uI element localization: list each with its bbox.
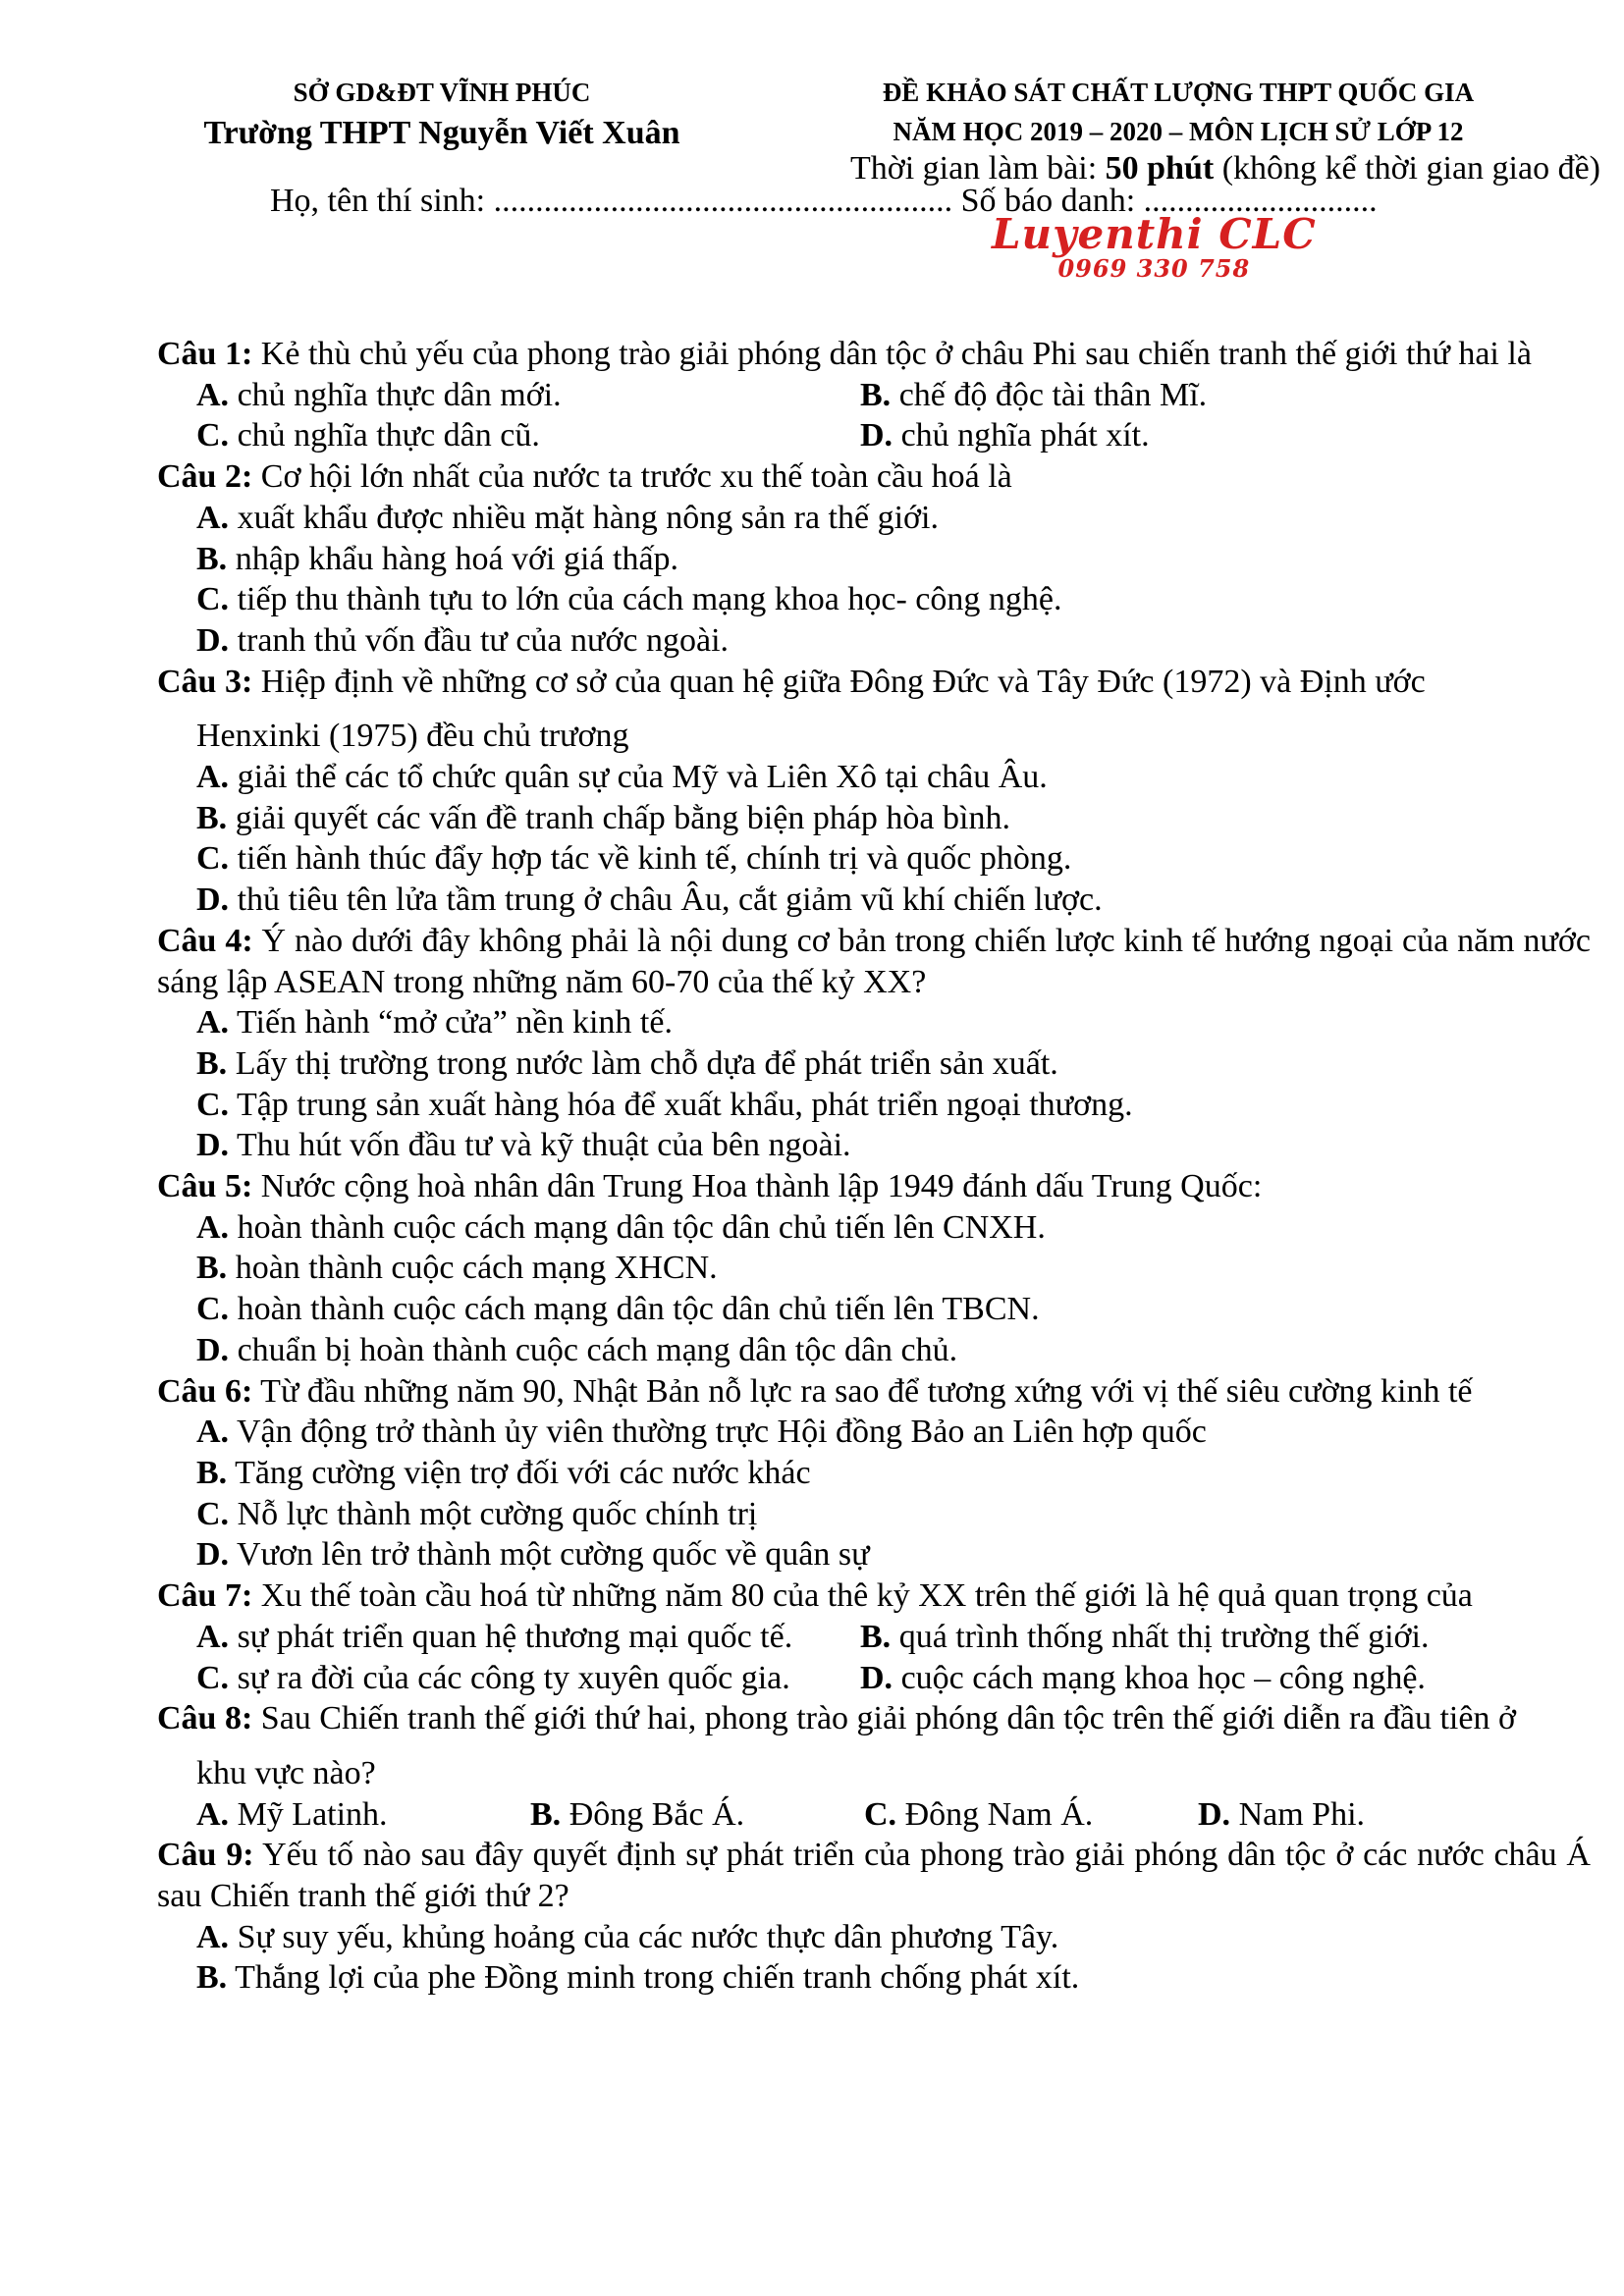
- option-c: C. Đông Nam Á.: [864, 1795, 1094, 1833]
- question-text: Xu thế toàn cầu hoá từ những năm 80 của thê kỷ XX trên thế giới là hệ quả quan trọng của: [252, 1577, 1473, 1615]
- option-c: C. hoàn thành cuộc cách mạng dân tộc dân chủ tiến lên TBCN.: [196, 1291, 1040, 1328]
- option-d: D. Vươn lên trở thành một cường quốc về quân sự: [196, 1536, 870, 1574]
- question-stem: [157, 1166, 1591, 1207]
- option-a: A. chủ nghĩa thực dân mới.: [196, 376, 562, 413]
- question-text: Sau Chiến tranh thế giới thứ hai, phong trào giải phóng dân tộc trên thế giới diễn ra đầu tiên ở: [252, 1700, 1516, 1737]
- question-6: [157, 1371, 1591, 1576]
- stamp-brand: Luyenthi CLC: [992, 210, 1317, 258]
- option-b: B. chế độ độc tài thân Mĩ.: [860, 376, 1208, 413]
- option-row: [157, 1794, 1591, 1836]
- option-c: C. sự ra đời của các công ty xuyên quốc gia.: [196, 1659, 790, 1696]
- option-c: C. chủ nghĩa thực dân cũ.: [196, 417, 540, 454]
- question-text: Yếu tố nào sau đây quyết định sự phát triển của phong trào giải phóng dân tộc ở các nước châu Á sau Chiến tranh thế giới thứ 2?: [157, 1837, 1591, 1915]
- option-d: D. chủ nghĩa phát xít.: [860, 417, 1150, 454]
- question-stem: [157, 334, 1591, 375]
- option-c: C. tiếp thu thành tựu to lớn của cách mạng khoa học- công nghệ.: [196, 581, 1062, 618]
- question-8: [157, 1698, 1591, 1835]
- option-d: D. Nam Phi.: [1198, 1795, 1366, 1833]
- question-stem: [157, 456, 1591, 498]
- question-1: [157, 334, 1591, 456]
- question-2: [157, 456, 1591, 662]
- question-stem: [157, 921, 1591, 1002]
- question-stem: [157, 1575, 1591, 1617]
- question-text-continued: khu vực nào?: [196, 1754, 376, 1791]
- stamp-phone: 0969 330 758: [1057, 254, 1251, 283]
- school-name: Trường THPT Nguyễn Viết Xuân: [203, 115, 680, 151]
- question-label: Câu 6:: [157, 1372, 253, 1410]
- option-d: D. tranh thủ vốn đầu tư của nước ngoài.: [196, 621, 730, 659]
- question-label: Câu 8:: [157, 1700, 253, 1737]
- option-row: [157, 375, 1591, 416]
- question-5: [157, 1166, 1591, 1371]
- question-3: [157, 662, 1591, 921]
- question-label: Câu 1:: [157, 336, 253, 372]
- question-label: Câu 3:: [157, 663, 253, 700]
- question-text: Nước cộng hoà nhân dân Trung Hoa thành lập 1949 đánh dấu Trung Quốc:: [252, 1168, 1263, 1205]
- option-a: A. hoàn thành cuộc cách mạng dân tộc dân chủ tiến lên CNXH.: [196, 1208, 1046, 1246]
- option-b: B. Tăng cường viện trợ đối với các nước khác: [196, 1454, 811, 1491]
- question-7: [157, 1575, 1591, 1698]
- question-stem: [157, 1698, 1591, 1739]
- question-label: Câu 5:: [157, 1168, 253, 1205]
- option-b: B. Đông Bắc Á.: [530, 1795, 745, 1833]
- question-9: [157, 1835, 1591, 1999]
- option-row: [157, 415, 1591, 456]
- question-label: Câu 9:: [157, 1837, 254, 1874]
- option-a: A. xuất khẩu được nhiều mặt hàng nông sản ra thế giới.: [196, 499, 939, 536]
- option-a: A. sự phát triển quan hệ thương mại quốc tế.: [196, 1618, 793, 1655]
- option-b: B. giải quyết các vấn đề tranh chấp bằng biện pháp hòa bình.: [196, 799, 1010, 836]
- question-4: [157, 921, 1591, 1166]
- question-text: Hiệp định về những cơ sở của quan hệ giữa Đông Đức và Tây Đức (1972) và Định ước: [252, 663, 1426, 700]
- question-list: [157, 334, 1591, 1999]
- option-b: B. Thắng lợi của phe Đồng minh trong chiến tranh chống phát xít.: [196, 1959, 1080, 1997]
- question-text-continued: Henxinki (1975) đều chủ trương: [196, 718, 629, 755]
- option-a: A. Mỹ Latinh.: [196, 1795, 388, 1833]
- option-a: A. Sự suy yếu, khủng hoảng của các nước thực dân phương Tây.: [196, 1918, 1059, 1955]
- candidate-info-line: Họ, tên thí sinh: ....................................................... Số báo danh: ............................: [270, 183, 1378, 219]
- time-value: 50 phút: [1105, 150, 1215, 187]
- watermark-stamp: [992, 210, 1317, 283]
- option-row: [157, 1658, 1591, 1699]
- option-a: A. Tiến hành “mở cửa” nền kinh tế.: [196, 1004, 673, 1041]
- exam-year-subject: NĂM HỌC 2019 – 2020 – MÔN LỊCH SỬ LỚP 12: [893, 117, 1464, 146]
- option-b: B. hoàn thành cuộc cách mạng XHCN.: [196, 1250, 718, 1287]
- question-stem: [157, 1371, 1591, 1413]
- exam-title: ĐỀ KHẢO SÁT CHẤT LƯỢNG THPT QUỐC GIA: [882, 78, 1475, 107]
- question-text: Từ đầu những năm 90, Nhật Bản nỗ lực ra sao để tương xứng với vị thế siêu cường kinh tế: [252, 1372, 1473, 1410]
- option-c: C. Nỗ lực thành một cường quốc chính trị: [196, 1495, 758, 1532]
- question-text: Ý nào dưới đây không phải là nội dung cơ bản trong chiến lược kinh tế hướng ngoại của năm nước sáng lập ASEAN trong những năm 60-70 của thế kỷ XX?: [157, 922, 1591, 1000]
- time-prefix: Thời gian làm bài:: [849, 150, 1106, 187]
- question-label: Câu 2:: [157, 458, 253, 496]
- question-text: Kẻ thù chủ yếu của phong trào giải phóng dân tộc ở châu Phi sau chiến tranh thế giới thứ hai là: [252, 336, 1532, 372]
- option-d: D. Thu hút vốn đầu tư và kỹ thuật của bên ngoài.: [196, 1127, 851, 1164]
- department-name: SỞ GD&ĐT VĨNH PHÚC: [293, 78, 591, 107]
- option-b: B. nhập khẩu hàng hoá với giá thấp.: [196, 540, 679, 577]
- question-text: Cơ hội lớn nhất của nước ta trước xu thế toàn cầu hoá là: [252, 458, 1012, 496]
- option-d: D. chuẩn bị hoàn thành cuộc cách mạng dân tộc dân chủ.: [196, 1331, 958, 1368]
- header-left: [147, 73, 736, 155]
- option-a: A. Vận động trở thành ủy viên thường trực Hội đồng Bảo an Liên hợp quốc: [196, 1414, 1207, 1451]
- option-c: C. tiến hành thúc đẩy hợp tác về kinh tế, chính trị và quốc phòng.: [196, 840, 1072, 878]
- option-d: D. thủ tiêu tên lửa tầm trung ở châu Âu, cắt giảm vũ khí chiến lược.: [196, 881, 1103, 919]
- question-stem: [157, 662, 1591, 703]
- time-suffix: (không kể thời gian giao đề): [1214, 150, 1600, 187]
- question-label: Câu 4:: [157, 922, 253, 959]
- option-c: C. Tập trung sản xuất hàng hóa để xuất khẩu, phát triển ngoại thương.: [196, 1086, 1133, 1123]
- question-stem: [157, 1835, 1591, 1916]
- option-a: A. giải thể các tổ chức quân sự của Mỹ và Liên Xô tại châu Âu.: [196, 759, 1048, 796]
- option-b: B. quá trình thống nhất thị trường thế giới.: [860, 1618, 1430, 1655]
- question-label: Câu 7:: [157, 1577, 253, 1615]
- option-b: B. Lấy thị trường trong nước làm chỗ dựa để phát triển sản xuất.: [196, 1044, 1058, 1082]
- option-row: [157, 1617, 1591, 1658]
- header-right: [785, 73, 1600, 187]
- option-d: D. cuộc cách mạng khoa học – công nghệ.: [860, 1659, 1426, 1696]
